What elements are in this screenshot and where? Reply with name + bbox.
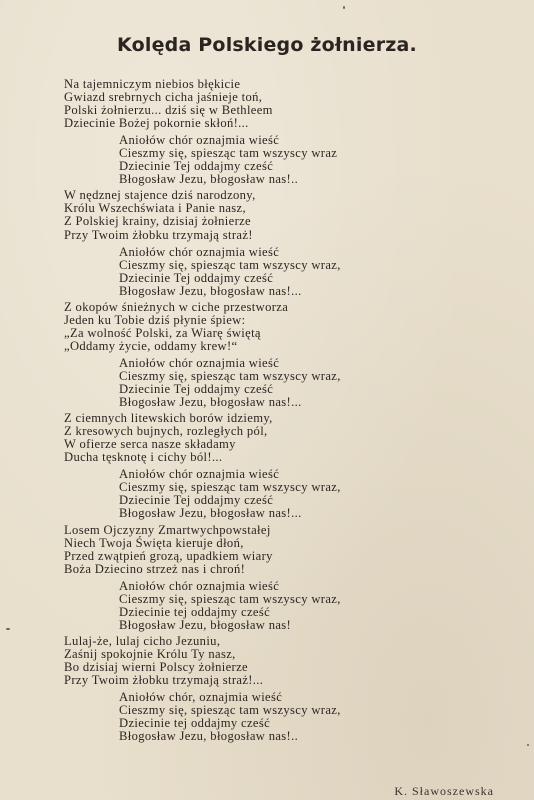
verse-line: Polski żołnierzu... dziś się w Bethleem: [64, 103, 273, 118]
stanza-1-refrain: [64, 134, 504, 186]
ink-speck-top: [343, 6, 345, 9]
verse-line: Losem Ojczyzny Zmartwychpowstałej: [64, 522, 271, 537]
stanza-1-verse: [64, 78, 504, 130]
refrain-line: Dziecinie Tej oddajmy cześć: [119, 493, 274, 508]
refrain-line: Aniołów chór oznajmia wieść: [119, 244, 280, 259]
verse-line: W ofierze serca nasze składamy: [64, 437, 236, 452]
refrain-line: Błogosław Jezu, błogosław nas!..: [119, 172, 299, 187]
verse-line: Niech Twoja Święta kieruje dłoń,: [64, 535, 244, 550]
ink-speck-left: [6, 628, 10, 630]
verse-line: Bo dzisiaj wierni Polscy żołnierze: [64, 659, 248, 674]
stanza-5-refrain: [64, 580, 504, 632]
page-title: Kolęda Polskiego żołnierza.: [117, 34, 417, 56]
refrain-line: Cieszmy się, spiesząc tam wszyscy wraz,: [119, 368, 341, 383]
ink-speck-right: [527, 744, 529, 746]
stanza-4-refrain: [64, 468, 504, 520]
refrain-line: Dziecinie tej oddajmy cześć: [119, 604, 271, 619]
refrain-line: Błogosław Jezu, błogosław nas!: [119, 617, 292, 632]
refrain-line: Aniołów chór, oznajmia wieść: [119, 690, 283, 705]
stanza-2-verse: [64, 189, 504, 241]
verse-line: Z Polskiej krainy, dzisiaj żołnierze: [64, 214, 251, 229]
verse-line: Gwiazd srebrnych cicha jaśnieje toń,: [64, 90, 263, 105]
verse-line: „Za wolność Polski, za Wiarę świętą: [64, 325, 261, 340]
verse-line: W nędznej stajence dziś narodzony,: [64, 188, 256, 203]
stanza-6-verse: [64, 635, 504, 687]
refrain-line: Aniołów chór oznajmia wieść: [119, 578, 280, 593]
stanza-5-verse: [64, 524, 504, 576]
verse-line: Jeden ku Tobie dziś płynie śpiew:: [64, 312, 246, 327]
refrain-line: Aniołów chór oznajmia wieść: [119, 133, 280, 148]
verse-line: Przy Twoim żłobku trzymają straż!: [64, 227, 253, 242]
stanza-2-refrain: [64, 246, 504, 298]
refrain-line: Cieszmy się, spiesząc tam wszyscy wraz,: [119, 480, 341, 495]
refrain-line: Błogosław Jezu, błogosław nas!...: [119, 283, 302, 298]
refrain-line: Cieszmy się, spiesząc tam wszyscy wraz,: [119, 591, 341, 606]
verse-line: Z ciemnych litewskich borów idziemy,: [64, 411, 273, 426]
refrain-line: Dziecinie tej oddajmy cześć: [119, 716, 271, 731]
refrain-line: Błogosław Jezu, błogosław nas!...: [119, 506, 302, 521]
verse-line: Zaśnij spokojnie Królu Ty nasz,: [64, 646, 236, 661]
refrain-line: Błogosław Jezu, błogosław nas!..: [119, 729, 299, 744]
verse-line: Boża Dziecino strzeż nas i chroń!: [64, 561, 246, 576]
refrain-line: Cieszmy się, spiesząc tam wszyscy wraz,: [119, 257, 341, 272]
stanza-4-verse: [64, 412, 504, 464]
verse-line: „Oddamy życie, oddamy krew!“: [64, 338, 238, 353]
verse-line: Dziecinie Bożej pokornie skłoń!...: [64, 116, 249, 131]
stanza-3-verse: [64, 301, 504, 353]
refrain-line: Cieszmy się, spiesząc tam wszyscy wraz,: [119, 703, 341, 718]
verse-line: Lulaj-że, lulaj cicho Jezuniu,: [64, 633, 221, 648]
refrain-line: Dziecinie Tej oddajmy cześć: [119, 382, 274, 397]
stanza-6-refrain: [64, 691, 504, 743]
stanza-3-refrain: [64, 357, 504, 409]
verse-line: Przy Twoim żłobku trzymają straż!...: [64, 673, 264, 688]
verse-line: Z okopów śnieżnych w ciche przestworza: [64, 299, 289, 314]
author-signature: K. Sławoszewska: [394, 784, 494, 798]
refrain-line: Aniołów chór oznajmia wieść: [119, 355, 280, 370]
verse-line: Przed zwątpień grozą, upadkiem wiary: [64, 548, 273, 563]
poem-body: [64, 78, 504, 746]
refrain-line: Dziecinie Tej oddajmy cześć: [119, 270, 274, 285]
refrain-line: Dziecinie Tej oddajmy cześć: [119, 159, 274, 174]
verse-line: Z kresowych bujnych, rozległych pól,: [64, 424, 268, 439]
verse-line: Ducha tęsknotę i cichy ból!...: [64, 450, 223, 465]
refrain-line: Cieszmy się, spiesząc tam wszyscy wraz: [119, 146, 338, 161]
refrain-line: Aniołów chór oznajmia wieść: [119, 467, 280, 482]
verse-line: Królu Wszechświata i Panie nasz,: [64, 201, 246, 216]
verse-line: Na tajemniczym niebios błękicie: [64, 77, 241, 91]
refrain-line: Błogosław Jezu, błogosław nas!...: [119, 395, 302, 410]
